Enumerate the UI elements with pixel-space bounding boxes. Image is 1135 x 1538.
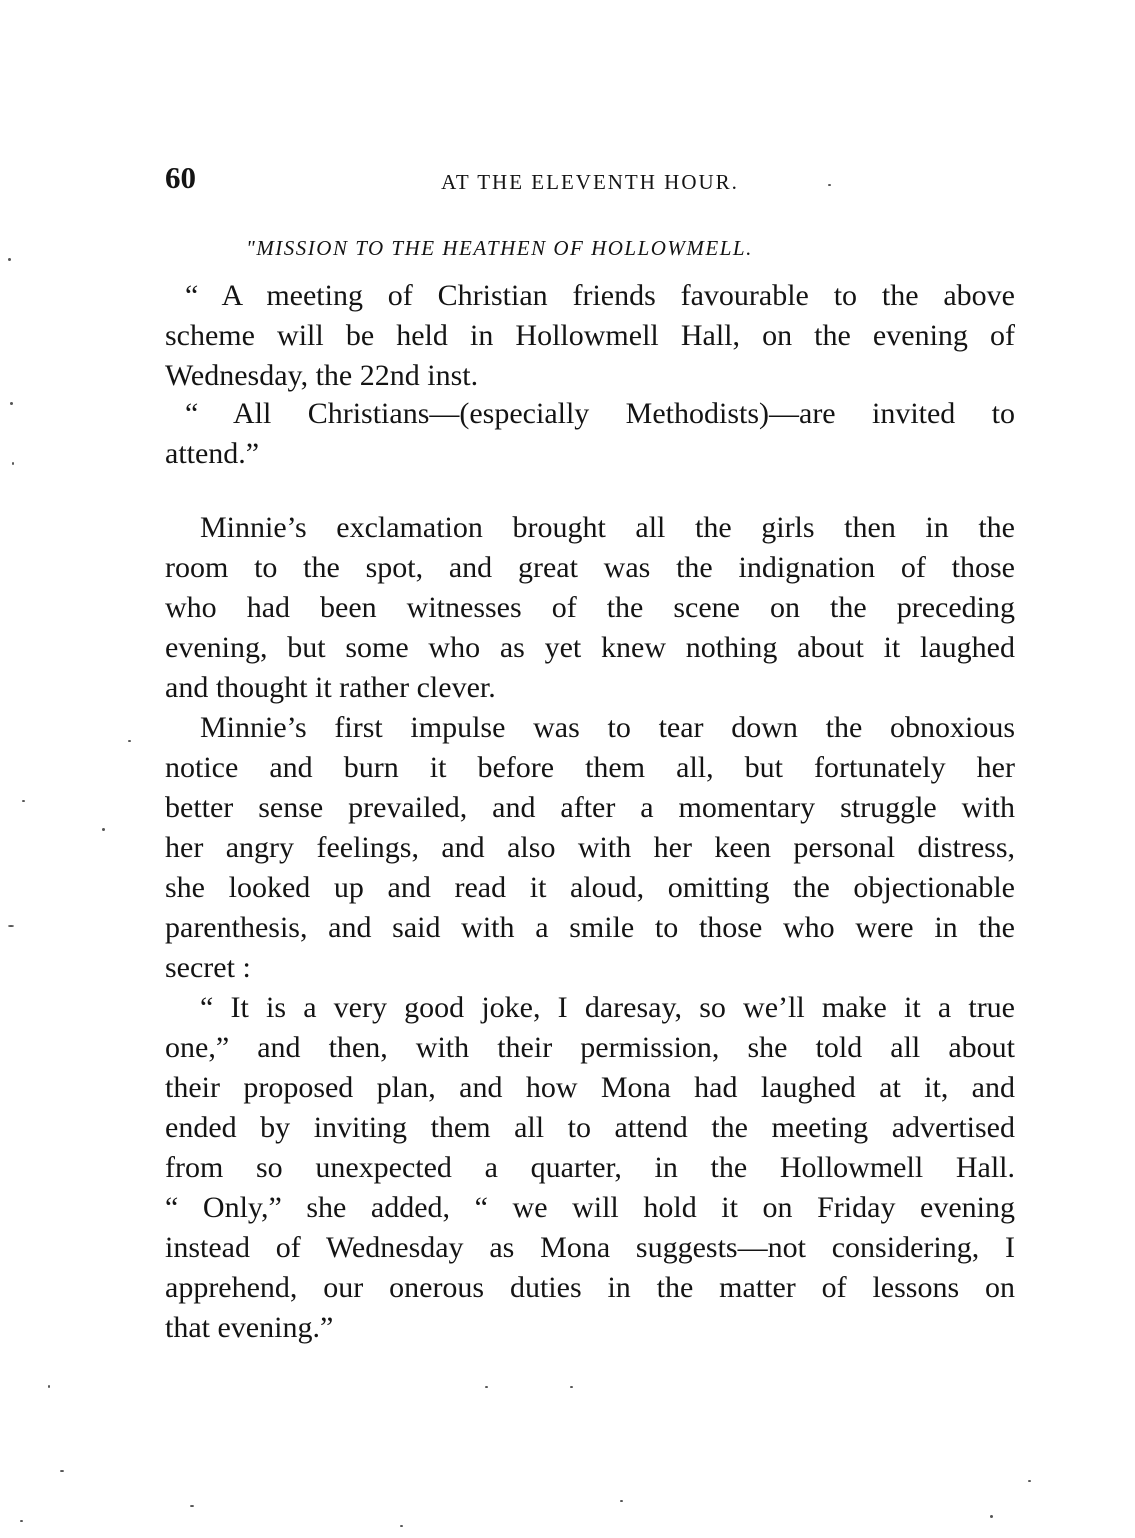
text-line: ended by inviting them all to attend the meeting advertised	[165, 1111, 1015, 1144]
paragraph-exclamation	[165, 508, 1015, 708]
text-line: their proposed plan, and how Mona had laughed at it, and	[165, 1071, 1015, 1104]
text-line: “ It is a very good joke, I daresay, so we’ll make it a true	[200, 991, 1015, 1024]
paragraph-first-impulse	[165, 708, 1015, 988]
text-line: secret :	[165, 951, 251, 984]
text-line: she looked up and read it aloud, omitting the objectionable	[165, 871, 1015, 904]
page-number: 60	[165, 160, 196, 195]
running-head: AT THE ELEVENTH HOUR.	[441, 170, 739, 194]
text-line: notice and burn it before them all, but fortunately her	[165, 751, 1015, 784]
scan-speck	[22, 800, 25, 802]
text-line: Wednesday, the 22nd inst.	[165, 359, 479, 392]
scan-speck	[190, 1505, 194, 1507]
text-line: “ Only,” she added, “ we will hold it on Friday evening	[165, 1191, 1015, 1224]
text-line: from so unexpected a quarter, in the Hollowmell Hall.	[165, 1151, 1015, 1184]
scan-speck	[12, 462, 14, 465]
scan-speck	[128, 740, 131, 742]
scan-speck	[570, 1386, 573, 1388]
scan-speck	[620, 1500, 623, 1502]
notice-invitation-paragraph	[165, 394, 1015, 474]
text-line: that evening.”	[165, 1311, 334, 1344]
text-line: parenthesis, and said with a smile to those who were in the	[165, 911, 1015, 944]
scan-speck	[485, 1386, 488, 1388]
scan-speck	[1028, 1480, 1031, 1482]
text-line: attend.”	[165, 437, 260, 470]
scan-speck	[10, 402, 13, 405]
scan-speck	[8, 258, 11, 261]
scan-speck	[20, 1520, 23, 1522]
page-header	[165, 160, 1015, 200]
text-line: one,” and then, with their permission, she told all about	[165, 1031, 1015, 1064]
text-line: instead of Wednesday as Mona suggests—not considering, I	[165, 1231, 1015, 1264]
scan-speck	[102, 828, 105, 831]
notice-title: "MISSION TO THE HEATHEN OF HOLLOWMELL.	[246, 236, 753, 260]
scan-speck	[8, 925, 14, 927]
scan-speck	[828, 184, 831, 186]
text-line: apprehend, our onerous duties in the matter of lessons on	[165, 1271, 1015, 1304]
text-line: “ A meeting of Christian friends favourable to the above	[185, 279, 1015, 312]
notice-paragraph	[165, 276, 1015, 396]
text-line: better sense prevailed, and after a momentary struggle with	[165, 791, 1015, 824]
text-line: evening, but some who as yet knew nothing about it laughed	[165, 631, 1015, 664]
scan-speck	[400, 1525, 403, 1527]
paragraph-good-joke	[165, 988, 1015, 1348]
text-line: Minnie’s exclamation brought all the girls then in the	[200, 511, 1015, 544]
scan-speck	[60, 1470, 64, 1472]
text-line: “ All Christians—(especially Methodists)—are invited to	[185, 397, 1015, 430]
text-line: her angry feelings, and also with her keen personal distress,	[165, 831, 1015, 864]
text-line: Minnie’s first impulse was to tear down the obnoxious	[200, 711, 1015, 744]
text-line: scheme will be held in Hollowmell Hall, on the evening of	[165, 319, 1015, 352]
text-line: room to the spot, and great was the indignation of those	[165, 551, 1015, 584]
scan-speck	[990, 1515, 993, 1518]
scan-speck	[48, 1385, 50, 1388]
text-line: and thought it rather clever.	[165, 671, 496, 704]
text-line: who had been witnesses of the scene on the preceding	[165, 591, 1015, 624]
